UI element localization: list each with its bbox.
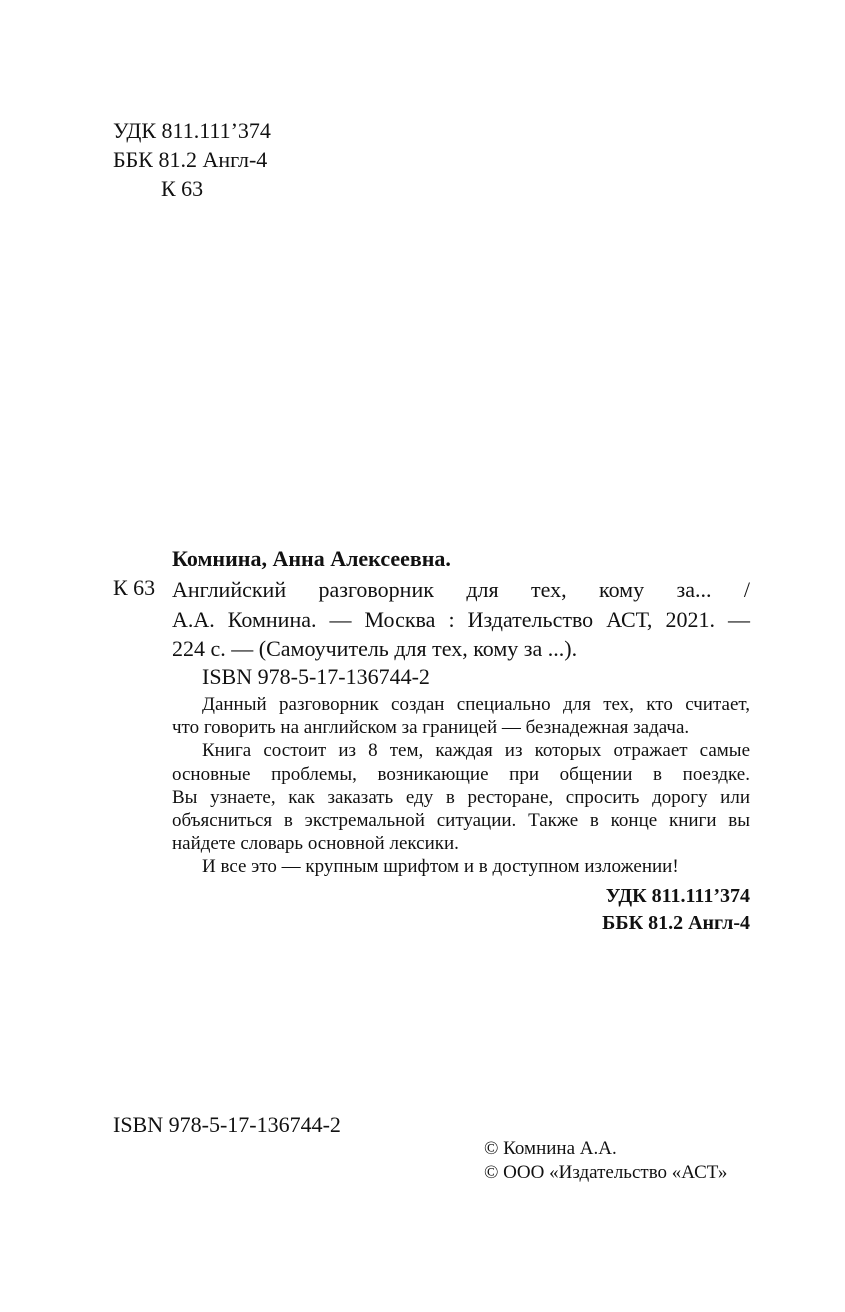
description-line: А.А. Комнина. — Москва : Издательство АСТ, 2021. —	[172, 606, 750, 632]
annotation-line: Книга состоит из 8 тем, каждая из которых отражает самые	[202, 740, 750, 762]
record-isbn: ISBN 978-5-17-136744-2	[202, 664, 430, 689]
bottom-classification	[602, 883, 750, 937]
description-line: 224 с. — (Самоучитель для тех, кому за ...).	[172, 636, 578, 661]
annotation-line: И все это — крупным шрифтом и в доступном изложении!	[202, 856, 679, 878]
annotation-line: что говорить на английском за границей — безнадежная задача.	[172, 717, 690, 739]
footer-isbn: ISBN 978-5-17-136744-2	[113, 1112, 341, 1137]
annotation-line: найдете словарь основной лексики.	[172, 833, 459, 855]
copyright-publisher: © ООО «Издательство «АСТ»	[484, 1162, 728, 1183]
annotation-line: объясниться в экстремальной ситуации. Также в конце книги вы	[172, 810, 750, 832]
bibliographic-description	[172, 575, 750, 664]
description-line: Английский разговорник для тех, кому за... /	[172, 577, 750, 602]
cutter-index: К 63	[161, 176, 204, 201]
top-classification	[113, 116, 271, 203]
record-cutter: К 63	[113, 575, 156, 600]
copyright-block	[484, 1137, 727, 1185]
author-heading: Комнина, Анна Алексеевна.	[172, 546, 451, 571]
udk-index-bold: УДК 811.111’374	[605, 885, 750, 907]
annotation-line: Вы узнаете, как заказать еду в ресторане, спросить дорогу или	[172, 786, 750, 808]
udk-index: УДК 811.111’374	[113, 118, 271, 143]
annotation	[172, 693, 750, 879]
annotation-line: основные проблемы, возникающие при общении в поездке.	[172, 763, 750, 785]
annotation-line: Данный разговорник создан специально для тех, кто считает,	[202, 694, 750, 715]
bbk-index: ББК 81.2 Англ-4	[113, 147, 268, 172]
bbk-index-bold: ББК 81.2 Англ-4	[602, 912, 750, 934]
copyright-author: © Комнина А.А.	[484, 1138, 617, 1159]
